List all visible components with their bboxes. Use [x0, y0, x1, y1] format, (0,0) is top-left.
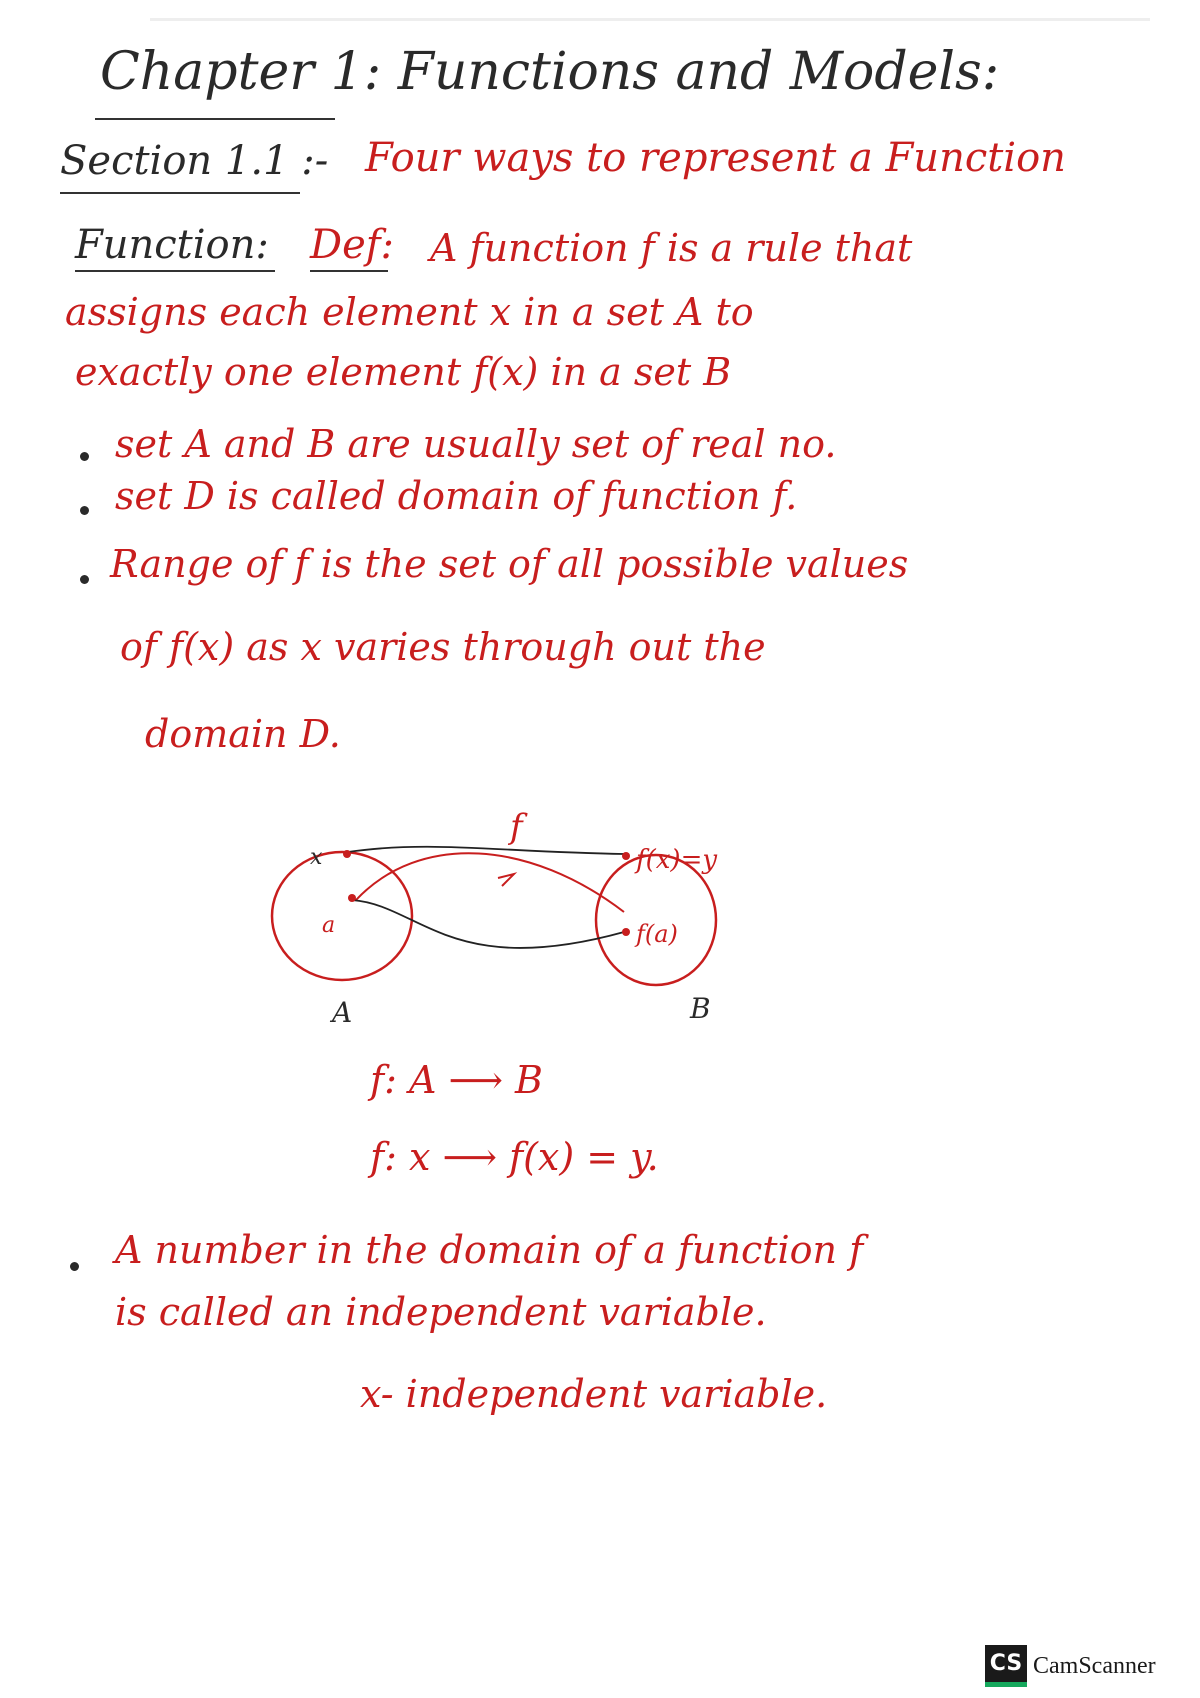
mapping-curve-a: [352, 900, 624, 948]
function-mapping-diagram: [270, 807, 810, 1030]
image-a-label: f(a): [636, 920, 678, 948]
mapping-line-2: f: x ⟶ f(x) = y.: [370, 1135, 659, 1179]
bullet-1: set A and B are usually set of real no.: [115, 422, 837, 466]
function-label: f: [510, 807, 523, 847]
scan-edge-line: [150, 18, 1150, 21]
section-label: Section 1.1 :-: [60, 138, 329, 184]
definition-line-2: assigns each element x in a set A to: [65, 290, 754, 334]
point-x: [343, 850, 351, 858]
point-fa: [622, 928, 630, 936]
note-line-1: A number in the domain of a function f: [115, 1228, 864, 1272]
section-underline: [60, 192, 300, 194]
camscanner-watermark: [985, 1645, 1156, 1687]
bullet-dot: [80, 506, 89, 515]
function-term: Function:: [75, 222, 269, 268]
set-a-label: A: [332, 996, 353, 1029]
arrowhead: [498, 874, 514, 886]
mapping-curve-x: [348, 847, 624, 854]
camscanner-brand: CamScanner: [1033, 1652, 1156, 1679]
element-x-label: x: [310, 845, 323, 870]
set-a-circle: [272, 852, 412, 980]
mapping-curve-red: [356, 853, 624, 912]
element-a-label: a: [322, 913, 336, 938]
bullet-2: set D is called domain of function f.: [115, 474, 798, 518]
function-term-underline: [75, 270, 275, 272]
note-line-2: is called an independent variable.: [115, 1290, 767, 1334]
set-b-label: B: [690, 992, 711, 1025]
bullet-3-end: domain D.: [145, 712, 341, 756]
definition-line-3: exactly one element f(x) in a set B: [75, 350, 732, 394]
bullet-dot: [80, 575, 89, 584]
bullet-dot: [80, 452, 89, 461]
point-fx: [622, 852, 630, 860]
bullet-3-continued: of f(x) as x varies through out the: [120, 625, 766, 669]
def-label: Def:: [310, 222, 395, 268]
mapping-line-1: f: A ⟶ B: [370, 1058, 543, 1102]
note-line-3: x- independent variable.: [360, 1372, 828, 1416]
camscanner-logo: CS: [985, 1645, 1027, 1687]
def-label-underline: [310, 270, 388, 272]
chapter-underline: [95, 118, 335, 120]
section-title: Four ways to represent a Function: [365, 135, 1066, 181]
point-a: [348, 894, 356, 902]
image-x-label: f(x)=y: [636, 845, 718, 875]
definition-line-1: A function f is a rule that: [430, 226, 913, 270]
chapter-title: Chapter 1: Functions and Models:: [100, 42, 1000, 102]
bullet-3: Range of f is the set of all possible values: [110, 542, 909, 586]
bullet-dot: [70, 1262, 79, 1271]
